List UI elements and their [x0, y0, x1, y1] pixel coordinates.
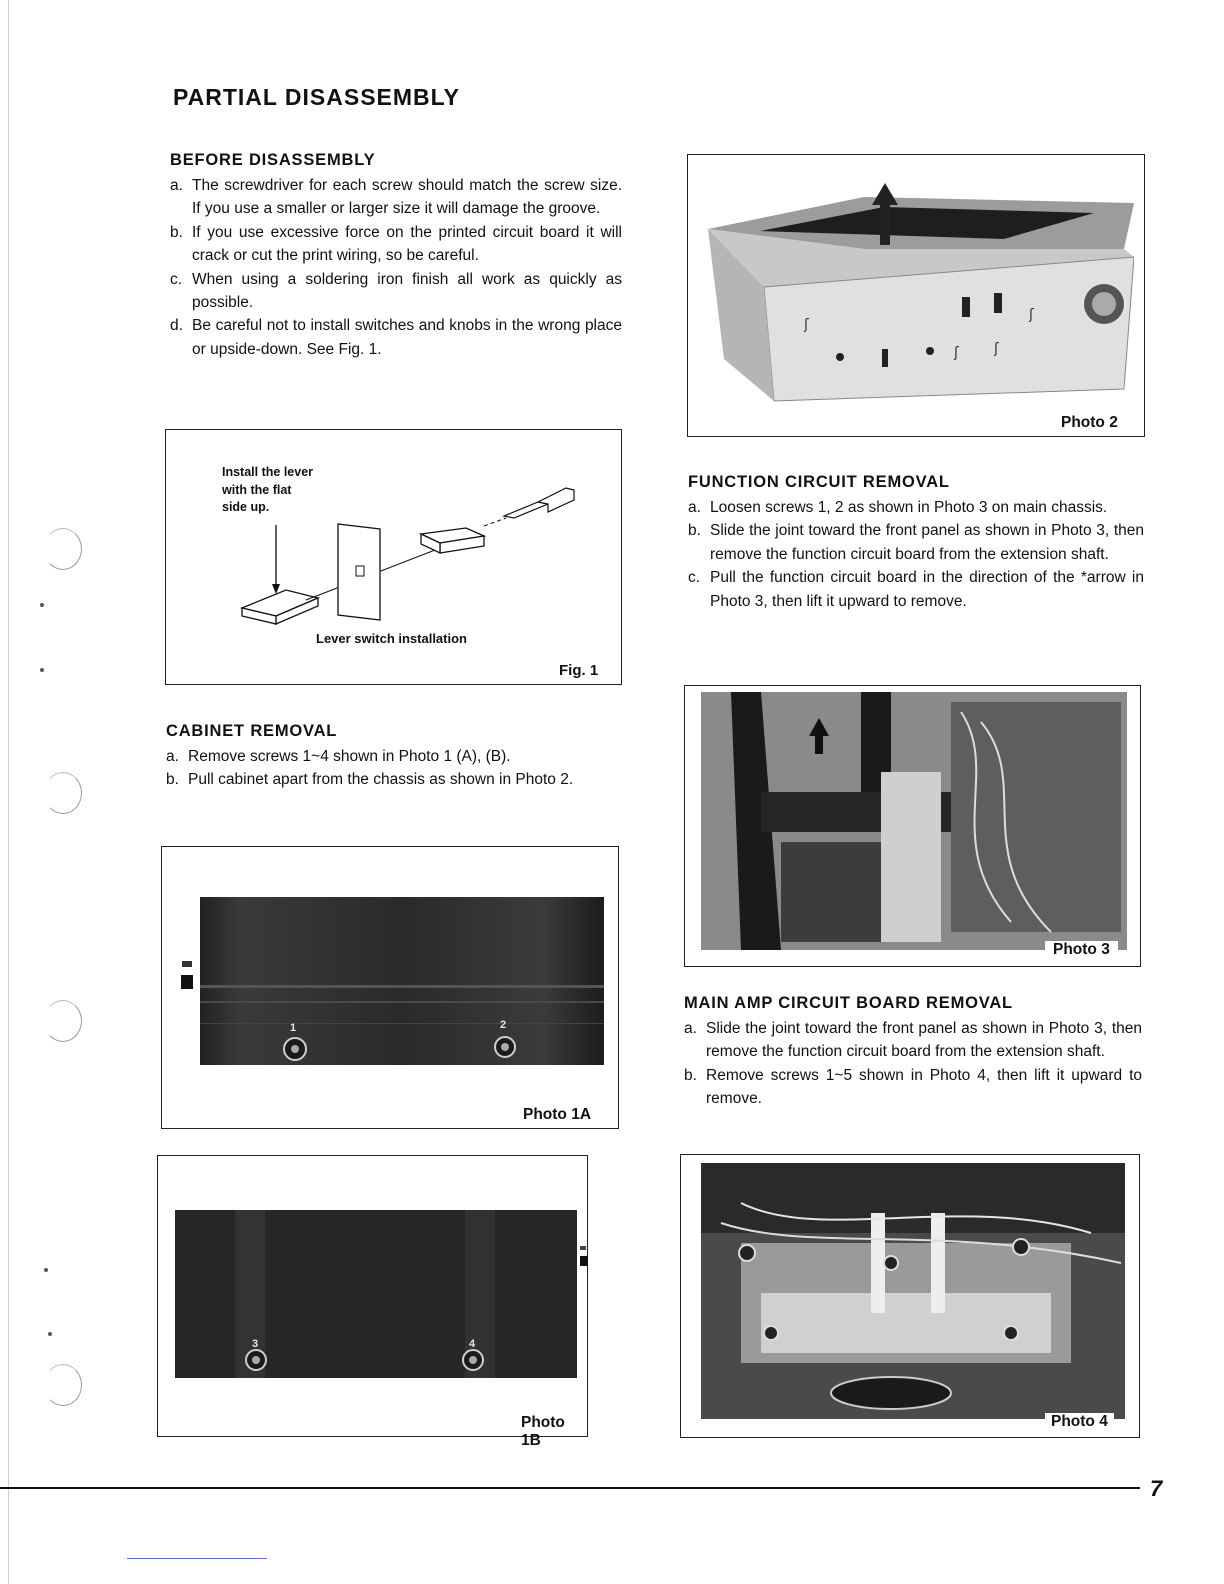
photo2-frame	[687, 154, 1145, 437]
binder-hole	[44, 528, 82, 570]
list-item: a. Loosen screws 1, 2 as shown in Photo 3 on main chassis.	[688, 499, 1108, 516]
binder-hole	[44, 772, 82, 814]
list-item: b. If you use excessive force on the printed circuit board it will crack or cut the print wiring, so be careful.	[170, 223, 622, 265]
svg-text:ʃ: ʃ	[994, 341, 999, 357]
margin-dot	[44, 1268, 48, 1272]
margin-dot	[48, 1332, 52, 1336]
page-number: 7	[1150, 1476, 1163, 1501]
footer-rule	[0, 1487, 1140, 1489]
photo2-image	[704, 169, 1134, 409]
photo1a-frame	[161, 846, 619, 1129]
chassis-edge-mark	[579, 1242, 589, 1272]
screw-number: 3	[252, 1338, 259, 1350]
footer-link-underline	[127, 1558, 267, 1559]
list-item: a. Slide the joint toward the front panel as shown in Photo 3, then remove the function circuit board from the extension shaft.	[684, 1020, 1142, 1061]
list-item: b. Remove screws 1~5 shown in Photo 4, then lift it upward to remove.	[684, 1066, 1142, 1108]
list-item: b. Slide the joint toward the front panel as shown in Photo 3, then remove the function circuit board from the extension shaft.	[688, 522, 1144, 563]
screw-number: 4	[469, 1338, 476, 1350]
main-amp-removal-list	[684, 1017, 1142, 1111]
photo4-frame	[680, 1154, 1140, 1438]
svg-text:ʃ: ʃ	[1029, 307, 1034, 323]
cabinet-removal-list	[166, 745, 618, 792]
fig1-label: Fig. 1	[559, 662, 599, 679]
binder-hole	[44, 1364, 82, 1406]
photo1b-label: Photo 1B	[521, 1414, 565, 1449]
photo3-image	[701, 692, 1127, 950]
list-item: d. Be careful not to install switches and knobs in the wrong place or upside-down. See Fig. 1.	[170, 317, 622, 358]
list-item: c. Pull the function circuit board in the direction of the *arrow in Photo 3, then lift it upward to remove.	[688, 569, 1144, 610]
fig1-note-line: side up.	[222, 500, 270, 514]
fig1-caption: Lever switch installation	[316, 631, 467, 646]
cabinet-removal-heading: CABINET REMOVAL	[166, 722, 338, 740]
margin-dot	[40, 668, 44, 672]
fig1-note-line: Install the lever	[222, 465, 314, 479]
chassis-edge-mark	[180, 959, 194, 999]
photo4-image	[701, 1163, 1125, 1419]
function-circuit-removal-heading: FUNCTION CIRCUIT REMOVAL	[688, 473, 950, 491]
photo3-frame	[684, 685, 1141, 967]
screw-number: 1	[290, 1022, 297, 1034]
photo1a-image	[200, 897, 604, 1065]
fig1-note-line: with the flat	[222, 482, 292, 497]
before-disassembly-list	[170, 174, 622, 361]
list-item: a. The screwdriver for each screw should match the screw size. If you use a smaller or larger size it will damage the groove.	[170, 177, 622, 218]
svg-text:ʃ: ʃ	[954, 345, 959, 361]
binder-hole	[44, 1000, 82, 1042]
main-amp-removal-heading: MAIN AMP CIRCUIT BOARD REMOVAL	[684, 994, 1013, 1012]
photo3-label: Photo 3	[1045, 941, 1118, 959]
photo4-label: Photo 4	[1045, 1413, 1114, 1431]
photo1b-image	[175, 1210, 577, 1378]
photo2-label: Photo 2	[1061, 414, 1118, 431]
margin-dot	[40, 603, 44, 607]
photo1b-frame	[157, 1155, 588, 1449]
fig1-frame	[165, 429, 622, 685]
list-item: c. When using a soldering iron finish all work as quickly as possible.	[170, 270, 622, 312]
function-circuit-removal-list	[688, 496, 1144, 613]
screw-number: 2	[500, 1019, 507, 1031]
page-margin-line	[8, 0, 9, 1584]
page-title: PARTIAL DISASSEMBLY	[173, 84, 460, 110]
list-item: a. Remove screws 1~4 shown in Photo 1 (A), (B).	[166, 748, 511, 765]
list-item: b. Pull cabinet apart from the chassis as shown in Photo 2.	[166, 771, 574, 789]
before-disassembly-heading: BEFORE DISASSEMBLY	[170, 151, 376, 169]
svg-text:ʃ: ʃ	[804, 317, 809, 333]
photo1a-label: Photo 1A	[523, 1106, 592, 1123]
